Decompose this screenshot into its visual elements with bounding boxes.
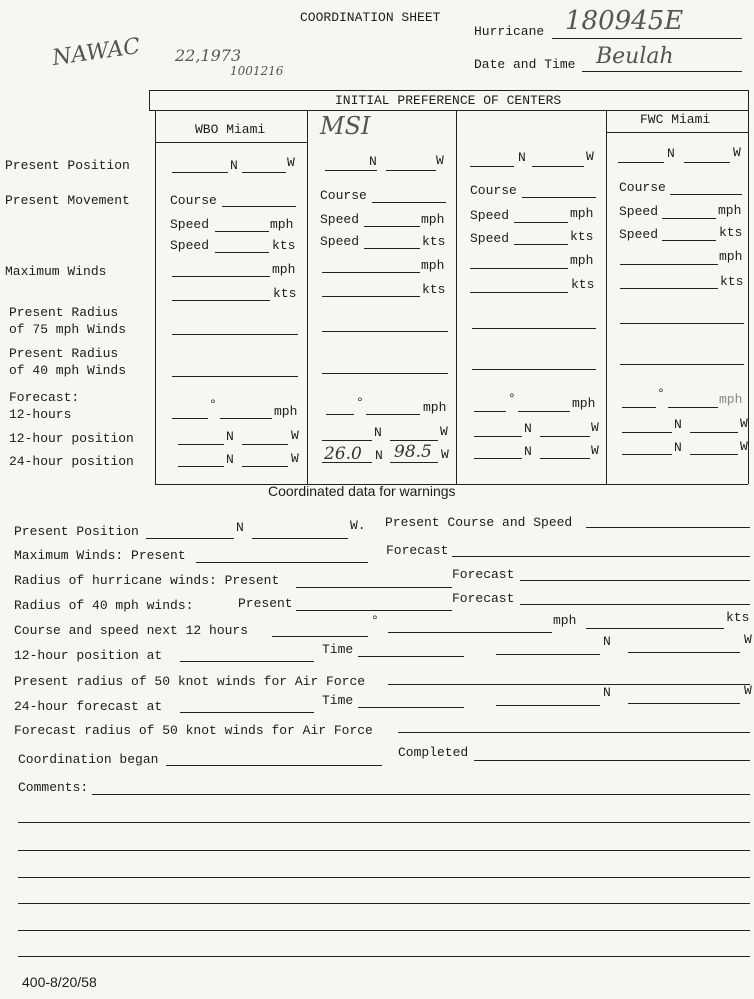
table-top-border — [149, 90, 748, 91]
col-header-rule-fwc — [606, 132, 748, 133]
fwc-pos24-lat[interactable] — [622, 454, 672, 455]
comments-line-1[interactable] — [92, 794, 750, 795]
n-unit: N — [603, 685, 611, 700]
mph-unit: mph — [274, 404, 298, 419]
w-unit: W — [436, 153, 444, 168]
coord-maxwinds-forecast-field[interactable] — [452, 556, 750, 557]
mph-unit: mph — [572, 396, 596, 411]
msi-pos24-lat-value: 26.0 — [324, 444, 362, 464]
n-unit: N — [226, 429, 234, 444]
msi-radius75-field[interactable] — [322, 331, 448, 332]
comments-line-6[interactable] — [18, 930, 750, 931]
fwc-pos12-lon[interactable] — [690, 432, 738, 433]
form-number: 400-8/20/58 — [22, 974, 97, 990]
w-unit: W — [441, 447, 449, 462]
col3-fc-dir-field[interactable] — [474, 411, 506, 412]
fwc-course-field[interactable] — [670, 194, 742, 195]
col3-course-field[interactable] — [522, 197, 596, 198]
coord-present-lat[interactable] — [146, 538, 234, 539]
comments-line-2[interactable] — [18, 822, 750, 823]
course-label: Course — [170, 193, 217, 208]
page-title: COORDINATION SHEET — [300, 10, 441, 25]
col3-radius40-field[interactable] — [472, 369, 596, 370]
coord-forecast-label: Forecast — [386, 543, 449, 558]
fwc-pos24-lon[interactable] — [690, 454, 738, 455]
stamp-date: 22,1973 — [175, 46, 242, 65]
w-unit: W — [740, 439, 748, 454]
col3-radius75-field[interactable] — [472, 328, 596, 329]
mph-unit: mph — [719, 392, 743, 407]
mph-unit: mph — [718, 203, 742, 218]
col-header-wbo: WBO Miami — [195, 122, 266, 137]
w-unit: W — [744, 683, 752, 698]
hurricane-field[interactable] — [552, 38, 742, 39]
col-header-msi: MSI — [320, 112, 371, 140]
wbo-pos12-lon[interactable] — [242, 444, 288, 445]
comments-label: Comments: — [18, 780, 89, 795]
fwc-fc-dir-field[interactable] — [622, 407, 656, 408]
wbo-speed-kts-field[interactable] — [215, 252, 269, 253]
kts-unit: kts — [273, 286, 297, 301]
w-unit: W — [291, 451, 299, 466]
col-header-rule — [155, 142, 307, 143]
n-unit: N — [667, 146, 675, 161]
coord-began-label: Coordination began — [18, 752, 159, 767]
n-unit: N — [374, 425, 382, 440]
coord-present-label: Present — [238, 596, 293, 611]
coord-present-position-label: Present Position — [14, 524, 139, 539]
label-pos12: 12-hour position — [9, 431, 134, 446]
w-unit: W — [440, 424, 448, 439]
col3-pos12-lon[interactable] — [540, 436, 590, 437]
mph-unit: mph — [719, 249, 743, 264]
label-pos24: 24-hour position — [9, 454, 134, 469]
col3-fc-speed-field[interactable] — [518, 411, 570, 412]
stamp-code: 1001216 — [230, 64, 284, 78]
col3-speed-mph-field[interactable] — [514, 222, 568, 223]
course-label: Course — [320, 188, 367, 203]
datetime-label: Date and Time — [474, 57, 576, 72]
coord-radius40-present-field[interactable] — [296, 610, 452, 611]
deg-unit: ° — [657, 386, 665, 401]
table-divider-2 — [456, 110, 457, 484]
coord-present-lon[interactable] — [252, 538, 348, 539]
col3-pos-lat[interactable] — [470, 166, 514, 167]
wbo-speed-mph-field[interactable] — [215, 231, 269, 232]
mph-unit: mph — [570, 253, 594, 268]
w-unit: W — [291, 428, 299, 443]
col-header-fwc: FWC Miami — [640, 112, 711, 127]
mph-unit: mph — [423, 400, 447, 415]
mph-unit: mph — [272, 262, 296, 277]
n-unit: N — [236, 520, 244, 535]
fwc-maxwind-mph-field[interactable] — [620, 264, 718, 265]
fwc-maxwind-kts-field[interactable] — [620, 288, 718, 289]
hurricane-label: Hurricane — [474, 24, 545, 39]
msi-pos24-lon[interactable] — [390, 462, 438, 463]
speed-label: Speed — [619, 204, 659, 219]
course-label: Course — [470, 183, 517, 198]
msi-pos12-lat[interactable] — [322, 440, 372, 441]
w-unit: W — [744, 632, 752, 647]
coord-radius40-forecast-field[interactable] — [520, 604, 750, 605]
wbo-pos12-lat[interactable] — [178, 444, 224, 445]
comments-line-7[interactable] — [18, 956, 750, 957]
coord-course-next-dir-field[interactable] — [272, 636, 368, 637]
wbo-course-field[interactable] — [222, 206, 296, 207]
fwc-pos12-lat[interactable] — [622, 432, 672, 433]
msi-fc-dir-field[interactable] — [326, 414, 354, 415]
coord-course-next-kts-field[interactable] — [586, 628, 724, 629]
table-divider-3 — [606, 110, 607, 484]
msi-fc-speed-field[interactable] — [366, 414, 420, 415]
coord-radius-hurricane-label: Radius of hurricane winds: Present — [14, 573, 280, 588]
speed-label: Speed — [619, 227, 659, 242]
coord-pos12-at-field[interactable] — [180, 661, 314, 662]
table-title: INITIAL PREFERENCE OF CENTERS — [335, 93, 562, 108]
speed-label: Speed — [320, 234, 360, 249]
n-unit: N — [518, 150, 526, 165]
course-label: Course — [619, 180, 666, 195]
label-present-movement: Present Movement — [5, 193, 130, 208]
label-maximum-winds: Maximum Winds — [5, 264, 107, 279]
coord-began-field[interactable] — [166, 765, 382, 766]
w-unit: W — [591, 420, 599, 435]
coord-maxwinds-label: Maximum Winds: Present — [14, 548, 186, 563]
kts-unit: kts — [571, 277, 595, 292]
label-radius75-2: of 75 mph Winds — [9, 322, 127, 337]
mph-unit: mph — [553, 613, 577, 628]
coord-time-label: Time — [322, 642, 354, 657]
deg-unit: ° — [209, 397, 217, 412]
coord-course-speed-field[interactable] — [586, 527, 750, 528]
wbo-fc-dir-field[interactable] — [172, 418, 208, 419]
speed-label: Speed — [470, 231, 510, 246]
n-unit: N — [524, 444, 532, 459]
coord-forecast-label: Forecast — [452, 567, 515, 582]
coord-time-label: Time — [322, 693, 354, 708]
datetime-field[interactable] — [582, 71, 742, 72]
kts-unit: kts — [726, 610, 750, 625]
n-unit: N — [524, 421, 532, 436]
coord-forecast24-label: 24-hour forecast at — [14, 699, 163, 714]
hurricane-value: 180945E — [565, 6, 684, 36]
mph-unit: mph — [570, 206, 594, 221]
coord-radius50-forecast-label: Forecast radius of 50 knot winds for Air Force — [14, 723, 373, 738]
fwc-pos-lat[interactable] — [618, 162, 664, 163]
msi-course-field[interactable] — [372, 202, 446, 203]
wbo-pos24-lon[interactable] — [242, 466, 288, 467]
mph-unit: mph — [421, 258, 445, 273]
coord-completed-label: Completed — [398, 745, 469, 760]
fwc-speed-mph-field[interactable] — [662, 218, 716, 219]
kts-unit: kts — [422, 282, 446, 297]
coord-maxwinds-present-field[interactable] — [196, 562, 368, 563]
coord-radius50-present-label: Present radius of 50 knot winds for Air Force — [14, 674, 366, 689]
col3-pos12-lat[interactable] — [474, 436, 522, 437]
coordinated-title: Coordinated data for warnings — [268, 483, 456, 499]
w-unit: W — [287, 155, 295, 170]
table-right-border — [748, 90, 749, 484]
coord-completed-field[interactable] — [474, 760, 750, 761]
msi-maxwind-kts-field[interactable] — [322, 296, 420, 297]
deg-unit: ° — [371, 613, 379, 628]
msi-pos24-lon-value: 98.5 — [394, 442, 432, 462]
wbo-maxwind-mph-field[interactable] — [172, 276, 270, 277]
wbo-pos24-lat[interactable] — [178, 466, 224, 467]
table-divider-1 — [307, 110, 308, 484]
col3-pos-lon[interactable] — [532, 166, 584, 167]
label-forecast-2: 12-hours — [9, 407, 72, 422]
coord-pos12-label: 12-hour position at — [14, 648, 163, 663]
coord-pos12-time-field[interactable] — [358, 656, 464, 657]
coord-radius-hurricane-forecast-field[interactable] — [520, 580, 750, 581]
wbo-pos-lat[interactable] — [172, 172, 228, 173]
n-unit: N — [226, 452, 234, 467]
label-forecast-1: Forecast: — [9, 390, 80, 405]
w-unit: W — [586, 149, 594, 164]
speed-label: Speed — [320, 212, 360, 227]
coord-radius-hurricane-present-field[interactable] — [296, 587, 452, 588]
coord-radius40-label: Radius of 40 mph winds: — [14, 598, 194, 613]
mph-unit: mph — [421, 212, 445, 227]
n-unit: N — [603, 634, 611, 649]
n-unit: N — [375, 448, 383, 463]
coord-forecast24-lat-field[interactable] — [496, 705, 600, 706]
label-present-position: Present Position — [5, 158, 130, 173]
msi-pos-lon[interactable] — [386, 170, 436, 171]
wbo-radius75-field[interactable] — [172, 334, 298, 335]
speed-label: Speed — [170, 217, 210, 232]
kts-unit: kts — [720, 274, 744, 289]
n-unit: N — [674, 417, 682, 432]
mph-unit: mph — [270, 217, 294, 232]
col3-pos24-lat[interactable] — [474, 458, 522, 459]
msi-radius40-field[interactable] — [322, 373, 448, 374]
deg-unit: ° — [356, 395, 364, 410]
n-unit: N — [230, 158, 238, 173]
w-unit: W — [740, 416, 748, 431]
fwc-radius40-field[interactable] — [620, 364, 744, 365]
coord-pos12-lat-field[interactable] — [496, 654, 600, 655]
speed-label: Speed — [470, 208, 510, 223]
w-unit: W — [733, 145, 741, 160]
msi-pos-lat[interactable] — [325, 170, 377, 171]
msi-maxwind-mph-field[interactable] — [322, 272, 420, 273]
coord-forecast24-lon-field[interactable] — [628, 703, 740, 704]
coord-radius50-present-field[interactable] — [388, 684, 750, 685]
col3-speed-kts-field[interactable] — [514, 244, 568, 245]
coord-pos12-lon-field[interactable] — [628, 652, 740, 653]
coord-radius50-forecast-field[interactable] — [398, 732, 750, 733]
col3-pos24-lon[interactable] — [540, 458, 590, 459]
kts-unit: kts — [272, 238, 296, 253]
col3-maxwind-kts-field[interactable] — [470, 292, 568, 293]
stamp-nawac: NAWAC — [50, 33, 142, 72]
deg-unit: ° — [508, 391, 516, 406]
msi-speed-mph-field[interactable] — [364, 226, 420, 227]
table-header-border — [149, 110, 748, 111]
label-radius40-1: Present Radius — [9, 346, 119, 361]
datetime-value: Beulah — [596, 44, 674, 69]
w-unit: W. — [350, 518, 366, 533]
fwc-pos-lon[interactable] — [684, 162, 730, 163]
coord-course-next-mph-field[interactable] — [388, 632, 552, 633]
table-left-border — [149, 90, 150, 110]
coord-forecast-label: Forecast — [452, 591, 515, 606]
wbo-radius40-field[interactable] — [172, 376, 298, 377]
comments-line-4[interactable] — [18, 877, 750, 878]
fwc-fc-speed-field[interactable] — [668, 407, 718, 408]
comments-line-5[interactable] — [18, 903, 750, 904]
fwc-radius75-field[interactable] — [620, 323, 744, 324]
n-unit: N — [674, 440, 682, 455]
comments-line-3[interactable] — [18, 850, 750, 851]
col3-maxwind-mph-field[interactable] — [470, 268, 568, 269]
kts-unit: kts — [422, 234, 446, 249]
kts-unit: kts — [719, 225, 743, 240]
w-unit: W — [591, 443, 599, 458]
table-left-border-lower — [155, 110, 156, 484]
n-unit: N — [369, 154, 377, 169]
label-radius40-2: of 40 mph Winds — [9, 363, 127, 378]
wbo-maxwind-kts-field[interactable] — [172, 300, 270, 301]
msi-pos12-lon[interactable] — [390, 440, 438, 441]
wbo-pos-lon[interactable] — [242, 172, 286, 173]
fwc-speed-kts-field[interactable] — [662, 240, 716, 241]
label-radius75-1: Present Radius — [9, 305, 119, 320]
kts-unit: kts — [570, 229, 594, 244]
coord-forecast24-time-field[interactable] — [358, 707, 464, 708]
coord-course-speed-label: Present Course and Speed — [385, 515, 573, 530]
wbo-fc-speed-field[interactable] — [220, 418, 272, 419]
coord-forecast24-at-field[interactable] — [180, 712, 314, 713]
msi-speed-kts-field[interactable] — [364, 248, 420, 249]
speed-label: Speed — [170, 238, 210, 253]
coord-course-next-label: Course and speed next 12 hours — [14, 623, 249, 638]
